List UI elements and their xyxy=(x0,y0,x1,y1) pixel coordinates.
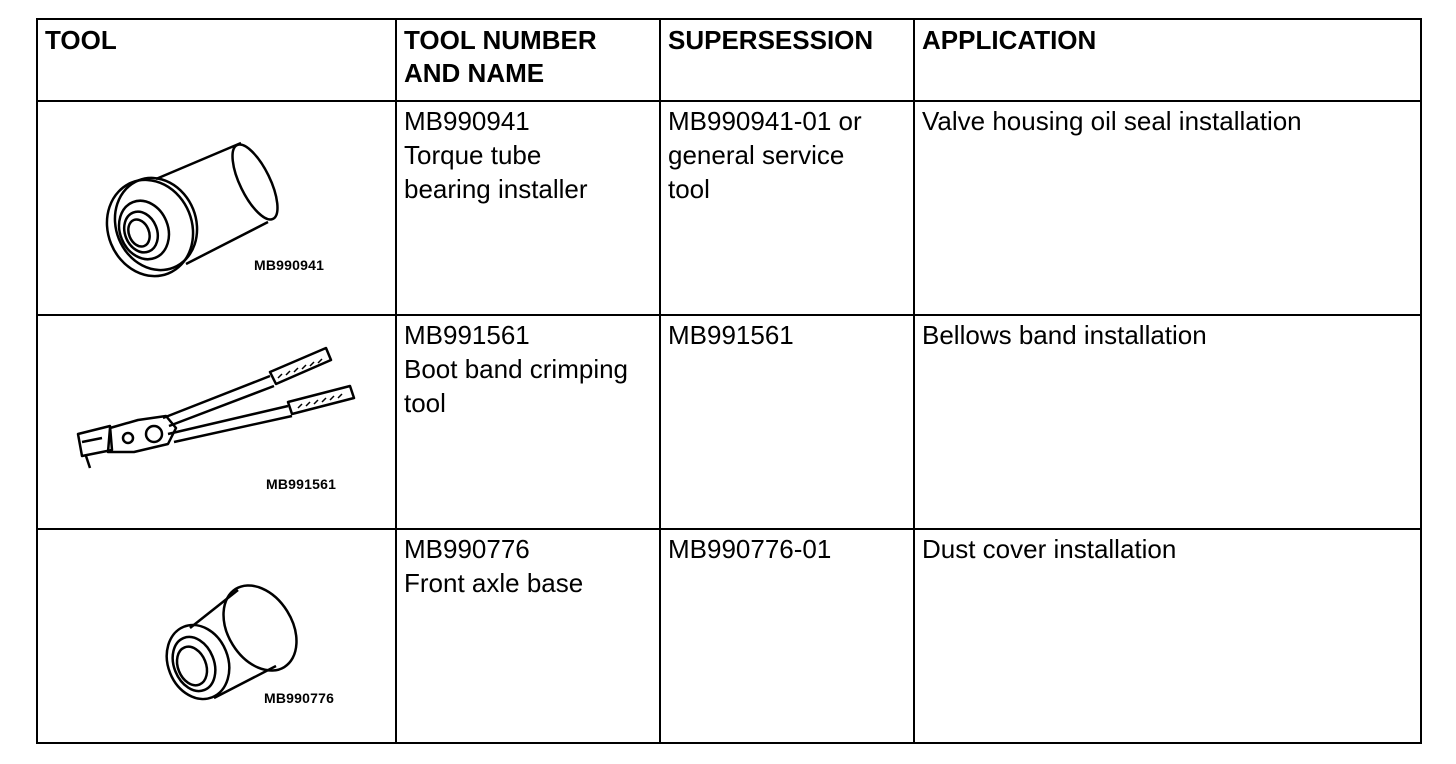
table-row xyxy=(37,315,1421,529)
table-row xyxy=(37,101,1421,315)
special-tools-table xyxy=(36,18,1422,744)
header-tool: TOOL xyxy=(37,19,396,101)
bearing-installer-icon xyxy=(38,102,394,314)
header-row xyxy=(37,19,1421,101)
tool-figure-cell xyxy=(37,315,396,529)
header-application: APPLICATION xyxy=(914,19,1421,101)
supersession-cell: MB990776-01 xyxy=(660,529,914,743)
supersession-cell: MB990941-01 or general service tool xyxy=(660,101,914,315)
header-tool-number: TOOL NUMBER AND NAME xyxy=(396,19,660,101)
application-cell: Bellows band installation xyxy=(914,315,1421,529)
table-row xyxy=(37,529,1421,743)
supersession-cell: MB991561 xyxy=(660,315,914,529)
tool-number-cell: MB990941 Torque tube bearing installer xyxy=(396,101,660,315)
crimping-pliers-icon xyxy=(38,316,394,528)
tool-figure-cell xyxy=(37,529,396,743)
figure-label: MB990941 xyxy=(254,257,325,273)
tool-number-cell: MB990776 Front axle base xyxy=(396,529,660,743)
tool-number-cell: MB991561 Boot band crimping tool xyxy=(396,315,660,529)
application-cell: Valve housing oil seal installation xyxy=(914,101,1421,315)
axle-base-icon xyxy=(38,530,394,742)
header-supersession: SUPERSESSION xyxy=(660,19,914,101)
application-cell: Dust cover installation xyxy=(914,529,1421,743)
tool-figure-cell xyxy=(37,101,396,315)
figure-label: MB991561 xyxy=(266,476,337,492)
figure-label: MB990776 xyxy=(264,690,335,706)
